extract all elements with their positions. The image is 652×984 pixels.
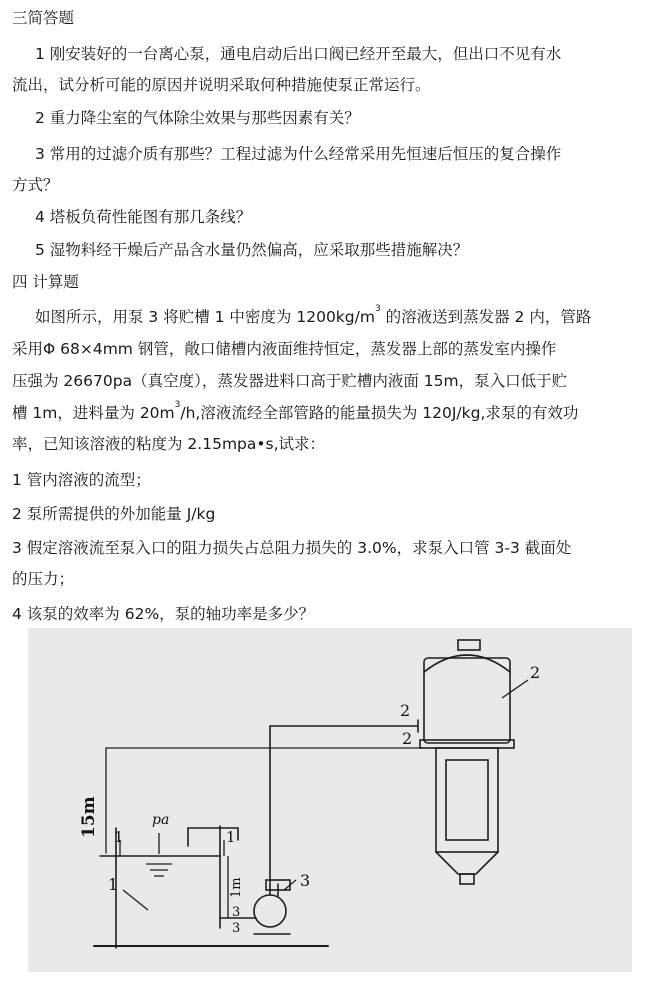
question-1-line-2: 流出，试分析可能的原因并说明采取何种措施使泵正常运行。 <box>12 76 431 94</box>
subquestion-3-line-2: 的压力； <box>12 570 75 588</box>
section-3-title: 三简答题 <box>12 9 75 27</box>
label-1-surface-left: 1 <box>114 828 124 846</box>
evaporator-flange <box>420 740 514 748</box>
leader-line-evaporator <box>502 680 528 698</box>
subquestion-3-line-1: 3 假定溶液流至泵入口的阻力损失占总阻力损失的 3.0%，求泵入口管 3-3 截面处 <box>12 539 572 557</box>
label-2-inlet-lower: 2 <box>402 729 413 748</box>
subquestion-1: 1 管内溶液的流型； <box>12 471 151 489</box>
evaporator-upper-shell <box>424 658 510 743</box>
label-3-pump: 3 <box>300 871 311 890</box>
subquestion-4: 4 该泵的效率为 62%，泵的轴功率是多少？ <box>12 605 315 623</box>
evaporator-top-cap <box>458 640 480 650</box>
question-4: 4 塔板负荷性能图有那几条线？ <box>35 208 252 226</box>
problem-text: /h,溶液流经全部管路的能量损失为 120J/kg,求泵的有效功 <box>180 404 579 422</box>
problem-paragraph-line-4 <box>12 401 652 425</box>
label-1-surface-right: 1 <box>226 828 236 846</box>
pump-body <box>254 895 286 927</box>
problem-text: 的溶液送到蒸发器 2 内，管路 <box>380 308 592 326</box>
problem-paragraph-line-5: 率，已知该溶液的粘度为 2.15mpa•s,试求： <box>12 435 326 453</box>
label-2-evaporator: 2 <box>530 663 541 682</box>
leader-line-tank <box>123 890 148 910</box>
label-2-inlet-upper: 2 <box>400 701 411 720</box>
problem-paragraph-line-1 <box>35 305 652 329</box>
subquestion-2: 2 泵所需提供的外加能量 J/kg <box>12 505 216 523</box>
evaporator-window <box>446 760 488 840</box>
superscript: 3 <box>374 304 381 314</box>
question-3-line-2: 方式？ <box>12 176 59 194</box>
process-diagram-figure <box>28 628 632 972</box>
label-1-tank: 1 <box>108 875 119 894</box>
question-2: 2 重力降尘室的气体除尘效果与那些因素有关？ <box>35 109 360 127</box>
problem-paragraph-line-2: 采用Φ 68×4mm 钢管，敞口储槽内液面维持恒定，蒸发器上部的蒸发室内操作 <box>12 340 557 358</box>
question-3-line-1: 3 常用的过滤介质有那些？工程过滤为什么经常采用先恒速后恒压的复合操作 <box>35 145 562 163</box>
question-5: 5 湿物料经干燥后产品含水量仍然偏高，应采取那些措施解决？ <box>35 241 469 259</box>
problem-text: 如图所示，用泵 3 将贮槽 1 中密度为 1200kg/m <box>35 308 375 326</box>
evaporator-drain <box>460 874 474 884</box>
problem-text: 槽 1m，进料量为 20m <box>12 404 175 422</box>
process-diagram <box>28 628 632 972</box>
discharge-pipe <box>270 726 418 895</box>
pressure-label-pa: pa <box>152 812 170 828</box>
label-3-suction-lower: 3 <box>232 921 241 936</box>
problem-paragraph-line-3: 压强为 26670pa（真空度），蒸发器进料口高于贮槽内液面 15m，泵入口低于贮 <box>12 372 568 390</box>
section-4-title: 四 计算题 <box>12 273 79 291</box>
dimension-15m-label: 15m <box>79 796 99 838</box>
superscript: 3 <box>174 400 181 410</box>
evaporator-cone <box>436 852 498 874</box>
question-1-line-1: 1 刚安装好的一台离心泵，通电启动后出口阀已经开至最大，但出口不见有水 <box>35 45 562 63</box>
dimension-1m-label: 1m <box>229 877 244 898</box>
label-3-suction-upper: 3 <box>232 905 241 920</box>
